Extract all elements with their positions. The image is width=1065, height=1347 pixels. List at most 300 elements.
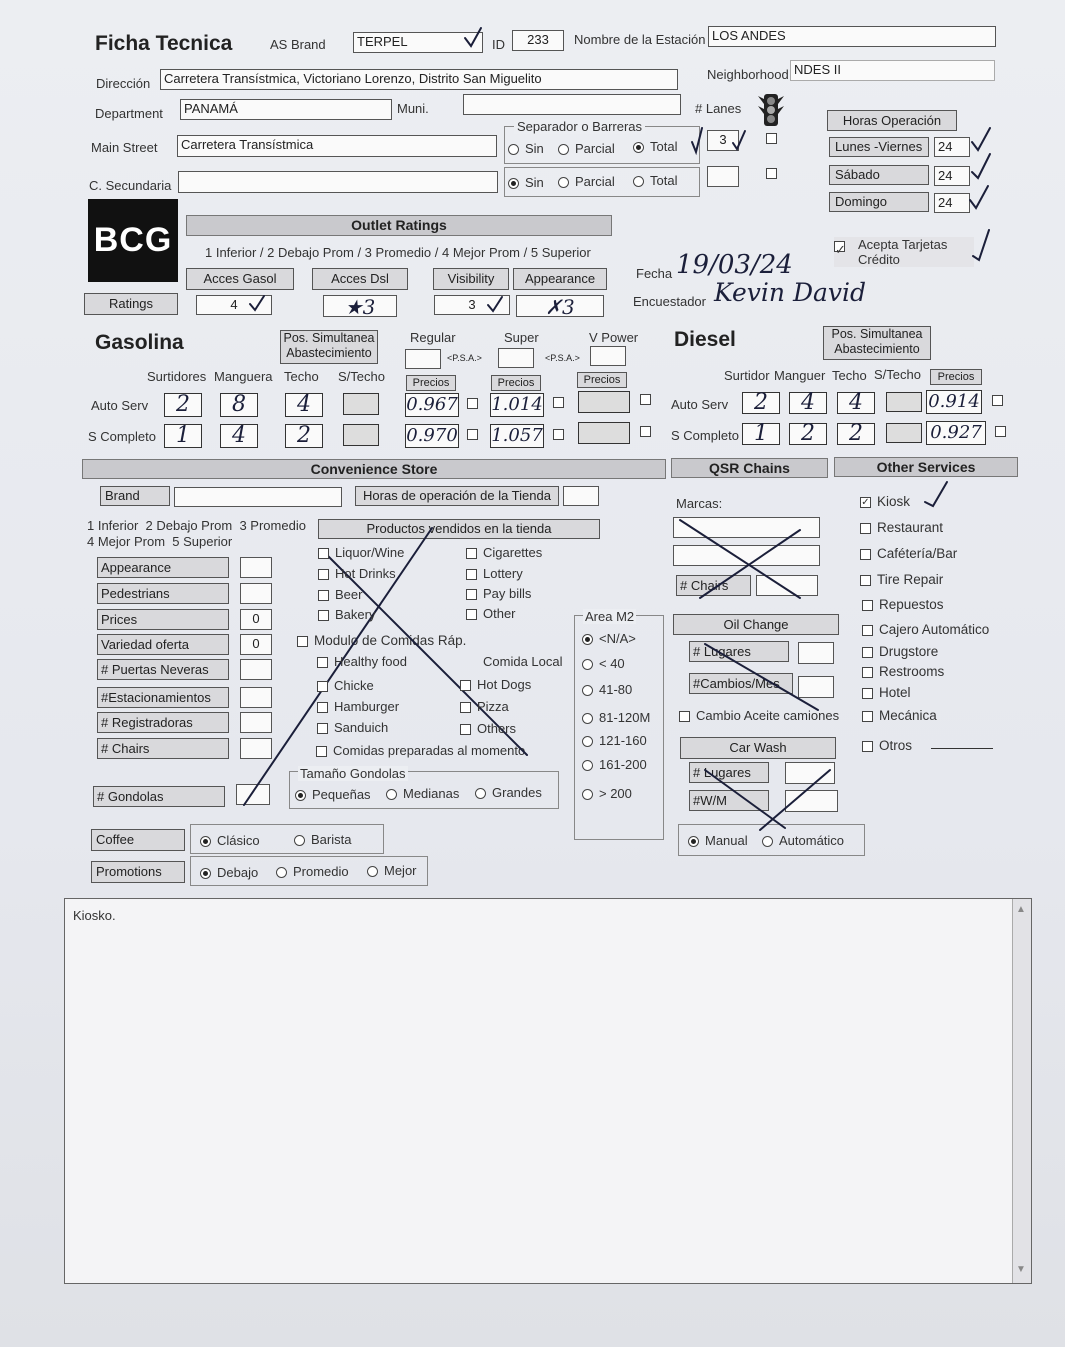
qsr-chairs-field[interactable] <box>756 575 818 596</box>
tamano-pequenas[interactable] <box>295 787 371 802</box>
dsl-autoserv-price[interactable]: 0.914 <box>926 390 982 414</box>
checkbox-icon <box>466 548 477 559</box>
store-hours-field[interactable] <box>563 486 599 506</box>
station-label: Nombre de la Estación <box>574 32 706 47</box>
food-right-option[interactable] <box>460 721 516 736</box>
service-text: Cajero Automático <box>879 622 990 637</box>
service-option[interactable] <box>860 546 957 561</box>
store-hours-label: Horas de operación de la Tienda <box>355 486 559 506</box>
service-text: Restaurant <box>877 520 944 535</box>
psa-super: <P.S.A.> <box>545 353 580 363</box>
service-option[interactable] <box>862 644 938 659</box>
comida-local-label: Comida Local <box>483 654 563 669</box>
service-text: Tire Repair <box>877 572 944 587</box>
comidas-prep-option[interactable] <box>316 743 525 758</box>
radio-icon <box>582 659 593 670</box>
medianas-text: Medianas <box>403 786 460 801</box>
radio-icon <box>200 836 211 847</box>
product-left-option[interactable] <box>318 587 362 602</box>
marcas-label: Marcas: <box>676 496 723 511</box>
area-option-text: 161-200 <box>599 757 647 772</box>
check-mark-hours-2 <box>972 154 990 178</box>
food-left-option[interactable] <box>317 699 399 714</box>
total-text: Total <box>650 173 678 188</box>
product-right-text: Lottery <box>483 566 523 581</box>
checkbox-icon <box>860 549 871 560</box>
gas-scompleto-manguera[interactable]: 4 <box>220 424 258 448</box>
radio-icon <box>295 790 306 801</box>
service-option[interactable] <box>860 572 943 587</box>
dsl-autoserv-techo[interactable]: 4 <box>837 392 875 414</box>
checkbox-checked-icon: ✓ <box>835 242 846 257</box>
marcas-field-1[interactable] <box>673 517 820 538</box>
separador-parcial[interactable] <box>558 141 615 156</box>
sin-text: Sin <box>525 175 544 190</box>
promo-mejor[interactable] <box>367 863 417 878</box>
scroll-down-icon[interactable]: ▼ <box>1016 1264 1026 1275</box>
promedio-text: Promedio <box>293 864 349 879</box>
coffee-barista[interactable] <box>294 832 351 847</box>
rating-cat-gasol: Acces Gasol <box>186 268 294 290</box>
gasolina-title: Gasolina <box>95 331 184 354</box>
radio-icon <box>582 685 593 696</box>
direccion-label: Dirección <box>96 76 151 91</box>
hours-day-saturday: Sábado <box>829 165 929 185</box>
hours-saturday-field[interactable]: 24 <box>934 166 970 186</box>
coffee-clasico[interactable] <box>200 833 260 848</box>
neighborhood-label: Neighborhood <box>707 67 789 82</box>
gas-autoserv-vpower-price[interactable] <box>578 391 630 413</box>
store-attr-label: Pedestrians <box>97 583 229 604</box>
checkbox-icon <box>862 647 873 658</box>
dsl-scompleto-check[interactable] <box>995 426 1006 437</box>
store-brand-label: Brand <box>100 486 170 506</box>
gas-row-autoserv: Auto Serv <box>91 398 149 413</box>
dsl-row-autoserv: Auto Serv <box>671 397 729 412</box>
checkbox-icon <box>318 590 329 601</box>
store-attr-field[interactable] <box>240 659 272 680</box>
gas-autoserv-surtidores[interactable]: 2 <box>164 393 202 417</box>
store-attr-label: Appearance <box>97 557 229 578</box>
cw-wm-field[interactable] <box>785 790 838 812</box>
store-attr-field[interactable] <box>240 687 272 708</box>
oil-cambios-label: #Cambios/Mes <box>689 673 793 694</box>
product-left-option[interactable] <box>318 566 396 581</box>
col-surtidores: Surtidores <box>147 369 207 384</box>
checkbox-icon <box>862 667 873 678</box>
checkbox-icon <box>460 702 471 713</box>
store-attr-label: Prices <box>97 609 229 630</box>
service-option[interactable] <box>860 494 910 509</box>
store-brand-field[interactable] <box>174 487 342 507</box>
store-attr-field[interactable] <box>240 557 272 578</box>
encuestador-label: Encuestador <box>633 294 706 309</box>
food-right-option[interactable] <box>460 699 509 714</box>
product-right-text: Cigarettes <box>483 545 543 560</box>
cw-wm-label: #W/M <box>689 790 769 811</box>
cw-lugares-field[interactable] <box>785 762 835 784</box>
service-text: Drugstore <box>879 644 939 659</box>
rating-cat-visibility: Visibility <box>433 268 509 290</box>
oil-change-title: Oil Change <box>673 614 839 635</box>
radio-icon <box>200 868 211 879</box>
area-option[interactable] <box>582 786 632 801</box>
radio-icon <box>688 836 699 847</box>
department-label: Department <box>95 106 163 121</box>
oil-cambios-field[interactable] <box>798 676 834 698</box>
service-text: Mecánica <box>879 708 937 723</box>
dsl-precios-hdr: Precios <box>930 369 982 385</box>
area-option[interactable] <box>582 656 625 671</box>
pos-regular-field[interactable] <box>405 349 441 369</box>
marcas-field-2[interactable] <box>673 545 820 566</box>
service-text: Otros <box>879 738 913 753</box>
product-left-text: Hot Drinks <box>335 566 396 581</box>
product-left-text: Bakery <box>335 607 376 622</box>
checkbox-icon <box>318 610 329 621</box>
store-attr-label: # Chairs <box>97 738 229 759</box>
gas-autoserv-manguera[interactable]: 8 <box>220 393 258 417</box>
checkbox-icon <box>297 636 308 647</box>
area-option-text: <N/A> <box>599 631 636 646</box>
traffic-light-icon <box>756 93 786 132</box>
fecha-label: Fecha <box>636 266 673 281</box>
promo-debajo[interactable] <box>200 865 258 880</box>
radio-icon <box>558 144 569 155</box>
gas-autoserv-regular-price[interactable]: 0.967 <box>406 394 458 415</box>
direccion-field[interactable]: Carretera Transístmica, Victoriano Lorenzo, Distrito San Miguelito <box>160 69 678 90</box>
area-option[interactable] <box>582 682 632 697</box>
gas-scompleto-vpower-price[interactable] <box>578 422 630 444</box>
area-option[interactable] <box>582 733 647 748</box>
area-option[interactable] <box>582 757 647 772</box>
dsl-autoserv-stecho[interactable] <box>886 392 922 412</box>
car-wash-title: Car Wash <box>680 737 836 759</box>
tamano-label: Tamaño Gondolas <box>300 766 406 781</box>
products-title: Productos vendidos en la tienda <box>318 519 600 539</box>
checkbox-icon <box>318 548 329 559</box>
lanes-checkbox[interactable] <box>766 133 777 144</box>
area-option[interactable] <box>582 710 650 725</box>
gas-autoserv-vpower-check[interactable] <box>640 394 651 405</box>
radio-icon <box>582 634 593 645</box>
service-option[interactable] <box>862 622 989 637</box>
area-group <box>574 615 664 840</box>
food-left-option[interactable] <box>317 720 388 735</box>
check-mark-hours-3 <box>970 186 988 208</box>
dsl-scompleto-stecho[interactable] <box>886 423 922 443</box>
station-field[interactable]: LOS ANDES <box>708 26 996 47</box>
camiones-option[interactable] <box>679 708 839 723</box>
gas-autoserv-super-check[interactable] <box>553 397 564 408</box>
service-option[interactable] <box>860 520 943 535</box>
wash-automatico[interactable] <box>762 833 844 848</box>
radio-icon <box>582 713 593 724</box>
checkbox-icon <box>466 569 477 580</box>
credit-label: Acepta Tarjetas Crédito <box>858 237 948 267</box>
gas-scompleto-surtidores[interactable]: 1 <box>164 424 202 448</box>
otros-line <box>931 748 993 749</box>
dsl-scompleto-manguer[interactable]: 2 <box>789 423 827 445</box>
separador-sin[interactable] <box>508 141 544 156</box>
oil-lugares-field[interactable] <box>798 642 834 664</box>
separador2-sin[interactable] <box>508 175 544 190</box>
neighborhood-field[interactable]: NDES II <box>790 60 995 81</box>
pos-super-field[interactable] <box>498 348 534 368</box>
service-text: Repuestos <box>879 597 944 612</box>
lanes-checkbox-2[interactable] <box>766 168 777 179</box>
precios-regular-hdr: Precios <box>406 375 456 391</box>
food-right-text: Pizza <box>477 699 509 714</box>
area-option-text: 41-80 <box>599 682 633 697</box>
other-services-title: Other Services <box>834 457 1018 477</box>
checkbox-icon <box>317 723 328 734</box>
pequenas-text: Pequeñas <box>312 787 371 802</box>
rating-appearance-field[interactable]: ✗3 <box>516 295 604 317</box>
gas-scompleto-regular-price[interactable]: 0.970 <box>406 425 458 446</box>
product-right-text: Pay bills <box>483 586 532 601</box>
id-field[interactable]: 233 <box>512 30 564 51</box>
gas-scompleto-super-check[interactable] <box>553 429 564 440</box>
debajo-text: Debajo <box>217 865 259 880</box>
brand-field[interactable]: TERPEL <box>353 32 483 53</box>
precios-super-hdr: Precios <box>491 375 541 391</box>
gondolas-label: # Gondolas <box>93 786 225 807</box>
rating-cat-appearance: Appearance <box>513 268 607 290</box>
wash-manual[interactable] <box>688 833 748 848</box>
product-right-option[interactable] <box>466 606 516 621</box>
notes-textarea[interactable] <box>64 898 1032 1284</box>
store-attr-label: # Registradoras <box>97 712 229 733</box>
checkbox-icon <box>862 711 873 722</box>
dsl-scompleto-price[interactable]: 0.927 <box>926 421 986 445</box>
store-attr-field[interactable] <box>240 738 272 759</box>
gas-scompleto-regular-check[interactable] <box>467 429 478 440</box>
rating-gasol-field[interactable]: 4 <box>196 295 272 315</box>
lanes-field[interactable]: 3 <box>707 130 739 151</box>
area-option-text: > 200 <box>599 786 632 801</box>
col-techo: Techo <box>284 369 319 384</box>
qsr-chairs-label: # Chairs <box>676 575 751 596</box>
dsl-col-stecho: S/Techo <box>874 367 921 382</box>
food-right-text: Others <box>477 721 517 736</box>
checkbox-icon: ✓ <box>861 496 870 508</box>
notes-text: Kiosko. <box>73 908 116 923</box>
area-option[interactable] <box>582 631 636 646</box>
service-option[interactable] <box>862 738 912 753</box>
radio-icon <box>276 867 287 878</box>
department-field[interactable]: PANAMÁ <box>180 99 392 120</box>
food-right-text: Hot Dogs <box>477 677 532 692</box>
product-left-option[interactable] <box>318 545 404 560</box>
service-text: Hotel <box>879 685 911 700</box>
radio-icon <box>762 836 773 847</box>
product-right-option[interactable] <box>466 545 542 560</box>
dsl-row-scompleto: S Completo <box>671 428 739 443</box>
dsl-scompleto-techo[interactable]: 2 <box>837 423 875 445</box>
tamano-grandes[interactable] <box>475 785 542 800</box>
food-left-text: Healthy food <box>334 654 407 669</box>
store-attr-field[interactable]: 0 <box>240 634 272 655</box>
radio-icon <box>367 866 378 877</box>
hours-day-weekday: Lunes -Viernes <box>829 137 929 157</box>
gas-scompleto-techo[interactable]: 2 <box>285 424 323 448</box>
radio-icon <box>508 178 519 189</box>
service-option[interactable] <box>862 664 944 679</box>
dsl-autoserv-surtidor[interactable]: 2 <box>742 392 780 414</box>
service-option[interactable] <box>862 597 944 612</box>
modulo-option[interactable] <box>297 633 466 648</box>
area-option-text: 81-120M <box>599 710 651 725</box>
vpower-label: V Power <box>589 330 639 345</box>
product-left-text: Liquor/Wine <box>335 545 405 560</box>
manual-text: Manual <box>705 833 748 848</box>
area-option-text: 121-160 <box>599 733 647 748</box>
dsl-autoserv-manguer[interactable]: 4 <box>789 392 827 414</box>
checkbox-icon <box>317 702 328 713</box>
food-left-option[interactable] <box>317 678 374 693</box>
gas-autoserv-stecho[interactable] <box>343 393 379 415</box>
tamano-medianas[interactable] <box>386 786 459 801</box>
camiones-text: Cambio Aceite camiones <box>696 708 840 723</box>
sin-text: Sin <box>525 141 544 156</box>
checkbox-icon <box>460 724 471 735</box>
muni-label: Muni. <box>397 101 429 116</box>
fecha-value[interactable]: 19/03/24 <box>676 250 793 280</box>
checkbox-icon <box>862 600 873 611</box>
ratings-scale: 1 Inferior / 2 Debajo Prom / 3 Promedio / 4 Mejor Prom / 5 Superior <box>205 245 591 260</box>
product-left-option[interactable] <box>318 607 375 622</box>
col-manguera: Manguera <box>214 369 273 384</box>
store-attr-label: Variedad oferta <box>97 634 229 655</box>
total-text: Total <box>650 139 678 154</box>
secundaria-field[interactable] <box>178 171 498 193</box>
product-right-text: Other <box>483 606 516 621</box>
dsl-col-surtidor: Surtidor <box>724 368 770 383</box>
checkbox-icon <box>318 569 329 580</box>
separador2-total[interactable] <box>633 173 677 188</box>
gas-scompleto-stecho[interactable] <box>343 424 379 446</box>
rating-dsl-field[interactable]: ★3 <box>323 295 397 317</box>
service-option[interactable] <box>862 685 911 700</box>
separador-total[interactable] <box>633 139 677 154</box>
promotions-label: Promotions <box>91 861 185 883</box>
gas-autoserv-techo[interactable]: 4 <box>285 393 323 417</box>
separador2-parcial[interactable] <box>558 174 615 189</box>
bcg-logo: BCG <box>88 199 178 282</box>
ratings-row-label: Ratings <box>84 293 178 315</box>
coffee-label: Coffee <box>91 829 185 851</box>
diesel-title: Diesel <box>674 328 736 351</box>
outlet-ratings-title: Outlet Ratings <box>186 215 612 236</box>
check-mark-credit <box>973 230 989 260</box>
automatico-text: Automático <box>779 833 845 848</box>
rating-cat-dsl: Acces Dsl <box>312 268 408 290</box>
gas-autoserv-super-price[interactable]: 1.014 <box>491 394 543 415</box>
product-right-option[interactable] <box>466 586 531 601</box>
store-attr-field[interactable]: 0 <box>240 609 272 630</box>
store-attr-label: # Puertas Neveras <box>97 659 229 680</box>
modulo-text: Modulo de Comidas Ráp. <box>314 633 467 648</box>
gas-scompleto-vpower-check[interactable] <box>640 426 651 437</box>
checkbox-icon <box>460 680 471 691</box>
check-mark-hours-1 <box>972 128 990 150</box>
food-left-text: Chicke <box>334 678 374 693</box>
radio-icon <box>294 835 305 846</box>
scroll-up-icon[interactable]: ▲ <box>1016 904 1026 915</box>
gas-scompleto-super-price[interactable]: 1.057 <box>491 425 543 446</box>
muni-field[interactable] <box>463 94 681 115</box>
checkbox-icon <box>862 741 873 752</box>
dsl-scompleto-surtidor[interactable]: 1 <box>742 423 780 445</box>
main-street-label: Main Street <box>91 140 158 155</box>
col-stecho: S/Techo <box>338 369 385 384</box>
hours-title: Horas Operación <box>827 110 957 131</box>
diesel-pos-label: Pos. Simultanea Abastecimiento <box>823 326 931 360</box>
parcial-text: Parcial <box>575 141 615 156</box>
product-left-text: Beer <box>335 587 363 602</box>
food-left-text: Sanduich <box>334 720 389 735</box>
radio-icon <box>475 788 486 799</box>
pos-vpower-field[interactable] <box>590 346 626 366</box>
radio-icon <box>582 760 593 771</box>
food-left-option[interactable] <box>317 654 407 669</box>
barista-text: Barista <box>311 832 352 847</box>
radio-icon <box>582 736 593 747</box>
store-attr-field[interactable] <box>240 712 272 733</box>
food-right-option[interactable] <box>460 677 531 692</box>
lanes-label: # Lanes <box>695 101 742 116</box>
gondolas-field[interactable] <box>236 784 270 805</box>
store-scale: 1 Inferior 2 Debajo Prom 3 Promedio 4 Mejor Prom 5 Superior <box>87 518 306 549</box>
checkbox-icon <box>679 711 690 722</box>
store-attr-field[interactable] <box>240 583 272 604</box>
checkbox-icon <box>860 575 871 586</box>
service-text: Restrooms <box>879 664 945 679</box>
area-label: Area M2 <box>585 609 635 624</box>
lanes-field-2[interactable] <box>707 166 739 187</box>
mejor-text: Mejor <box>384 863 417 878</box>
brand-label: AS Brand <box>270 37 326 52</box>
hours-weekday-field[interactable]: 24 <box>934 137 970 157</box>
gas-row-scompleto: S Completo <box>88 429 156 444</box>
radio-icon <box>633 176 644 187</box>
radio-icon <box>386 789 397 800</box>
checkbox-icon <box>862 625 873 636</box>
notes-scrollbar[interactable] <box>1012 899 1031 1283</box>
hours-sunday-field[interactable]: 24 <box>934 193 970 213</box>
product-right-option[interactable] <box>466 566 523 581</box>
check-mark-kiosk <box>925 482 947 506</box>
rating-visibility-field[interactable]: 3 <box>434 295 510 315</box>
psa-regular: <P.S.A.> <box>447 353 482 363</box>
cw-lugares-label: # Lugares <box>689 762 769 783</box>
encuestador-value[interactable]: Kevin David <box>714 278 867 307</box>
checkbox-icon <box>466 589 477 600</box>
convenience-store-title: Convenience Store <box>82 459 666 479</box>
main-street-field[interactable]: Carretera Transístmica <box>177 135 497 157</box>
radio-icon <box>582 789 593 800</box>
dsl-autoserv-check[interactable] <box>992 395 1003 406</box>
service-text: Kiosk <box>877 494 911 509</box>
service-option[interactable] <box>862 708 937 723</box>
service-text: Cafétería/Bar <box>877 546 958 561</box>
credit-option[interactable] <box>834 237 974 267</box>
store-attr-label: #Estacionamientos <box>97 687 229 708</box>
page-title: Ficha Tecnica <box>95 32 233 55</box>
promo-promedio[interactable] <box>276 864 349 879</box>
gas-autoserv-regular-check[interactable] <box>467 398 478 409</box>
